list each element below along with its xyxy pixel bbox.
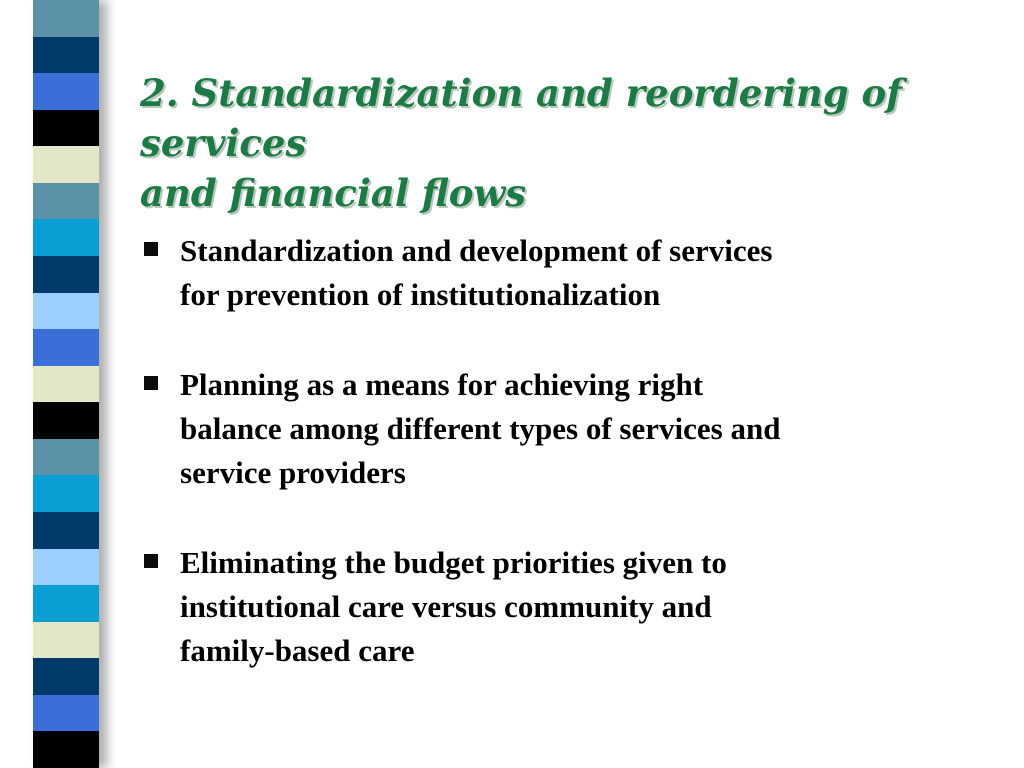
bullet-list bbox=[142, 229, 992, 719]
stripe-segment bbox=[33, 256, 99, 294]
stripe-segment bbox=[33, 37, 99, 75]
stripe-segment bbox=[33, 0, 99, 38]
stripe-segment bbox=[33, 622, 99, 660]
slide-title-line-1: 2. Standardization and reordering of services bbox=[140, 71, 903, 165]
stripe-segment bbox=[33, 658, 99, 696]
bullet-line: family-based care bbox=[180, 633, 415, 668]
bullet-line: institutional care versus community and bbox=[180, 589, 712, 624]
stripe-segment bbox=[33, 585, 99, 623]
stripe-segment bbox=[33, 329, 99, 367]
stripe-segment bbox=[33, 183, 99, 221]
slide-title bbox=[140, 68, 1000, 218]
stripe-segment bbox=[33, 366, 99, 404]
stripe-segment bbox=[33, 293, 99, 331]
bullet-line: balance among different types of services and bbox=[180, 411, 781, 446]
square-bullet-icon bbox=[144, 376, 158, 390]
square-bullet-icon bbox=[144, 554, 158, 568]
bullet-line: Standardization and development of services bbox=[180, 233, 773, 268]
stripe-segment bbox=[33, 549, 99, 587]
bullet-item-1 bbox=[142, 229, 992, 317]
stripe-segment bbox=[33, 731, 99, 768]
bullet-item-2 bbox=[142, 363, 992, 495]
bullet-line: for prevention of institutionalization bbox=[180, 277, 661, 312]
bullet-line: Planning as a means for achieving right bbox=[180, 367, 704, 402]
stripe-segment bbox=[33, 146, 99, 184]
stripe-segment bbox=[33, 73, 99, 111]
square-bullet-icon bbox=[144, 242, 158, 256]
stripe-segment bbox=[33, 475, 99, 513]
stripe-segment bbox=[33, 439, 99, 477]
bullet-line: Eliminating the budget priorities given to bbox=[180, 545, 727, 580]
bullet-line: service providers bbox=[180, 455, 406, 490]
bullet-item-3 bbox=[142, 541, 992, 673]
decorative-stripe-column bbox=[33, 0, 99, 768]
slide-title-line-2: and financial flows bbox=[140, 171, 527, 215]
stripe-segment bbox=[33, 402, 99, 440]
stripe-segment bbox=[33, 512, 99, 550]
stripe-segment bbox=[33, 110, 99, 148]
stripe-segment bbox=[33, 219, 99, 257]
stripe-segment bbox=[33, 695, 99, 733]
